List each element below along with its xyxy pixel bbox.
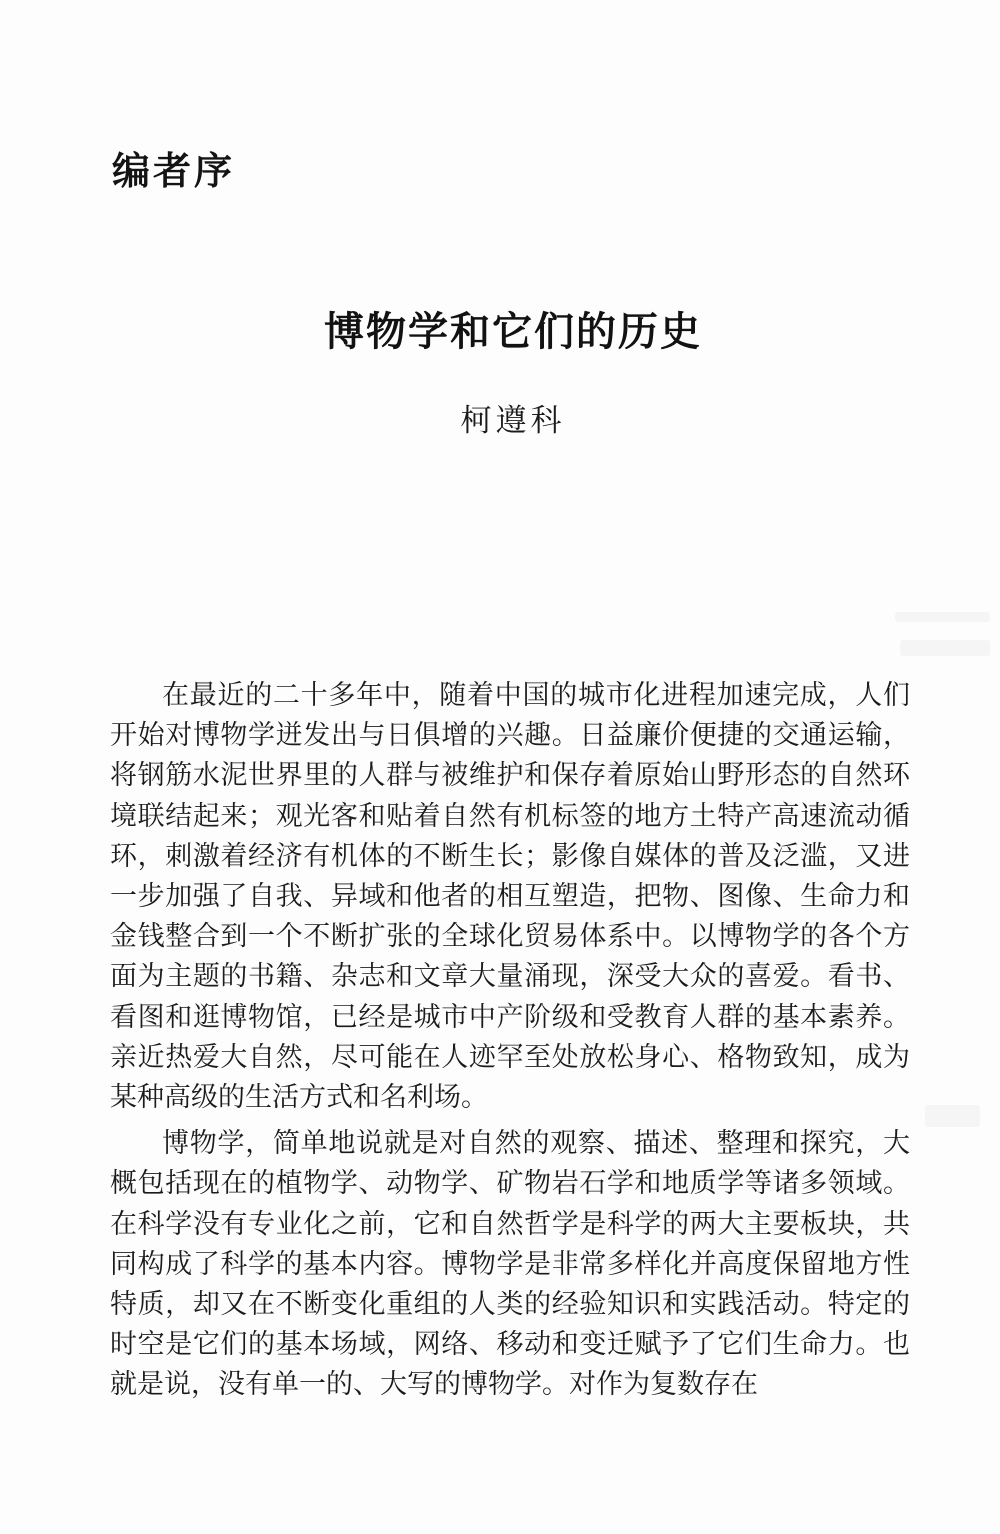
bleed-through-mark bbox=[925, 1105, 980, 1127]
bleed-through-mark bbox=[895, 612, 990, 622]
article-title: 博物学和它们的历史 bbox=[324, 309, 702, 355]
paragraph: 在最近的二十多年中，随着中国的城市化进程加速完成，人们开始对博物学迸发出与日俱增的兴趣。日益廉价便捷的交通运输，将钢筋水泥世界里的人群与被维护和保存着原始山野形态的自然环境联结起来；观光客和贴着自然有机标签的地方土特产高速流动循环，刺激着经济有机体的不断生长；影像自媒体的普及泛滥，又进一步加强了自我、异域和他者的相互塑造，把物、图像、生命力和金钱整合到一个不断扩张的全球化贸易体系中。以博物学的各个方面为主题的书籍、杂志和文章大量涌现，深受大众的喜爱。看书、看图和逛博物馆，已经是城市中产阶级和受教育人群的基本素养。亲近热爱大自然，尽可能在人迹罕至处放松身心、格物致知，成为某种高级的生活方式和名利场。 bbox=[110, 680, 910, 1114]
article-author: 柯遵科 bbox=[460, 403, 566, 439]
body-text bbox=[110, 676, 910, 1406]
section-label: 编者序 bbox=[112, 149, 236, 193]
bleed-through-mark bbox=[900, 640, 990, 656]
paragraph: 博物学，简单地说就是对自然的观察、描述、整理和探究，大概包括现在的植物学、动物学、矿物岩石学和地质学等诸多领域。在科学没有专业化之前，它和自然哲学是科学的两大主要板块，共同构成了科学的基本内容。博物学是非常多样化并高度保留地方性特质，却又在不断变化重组的人类的经验知识和实践活动。特定的时空是它们的基本场域，网络、移动和变迁赋予了它们生命力。也就是说，没有单一的、大写的博物学。对作为复数存在 bbox=[110, 1128, 910, 1401]
